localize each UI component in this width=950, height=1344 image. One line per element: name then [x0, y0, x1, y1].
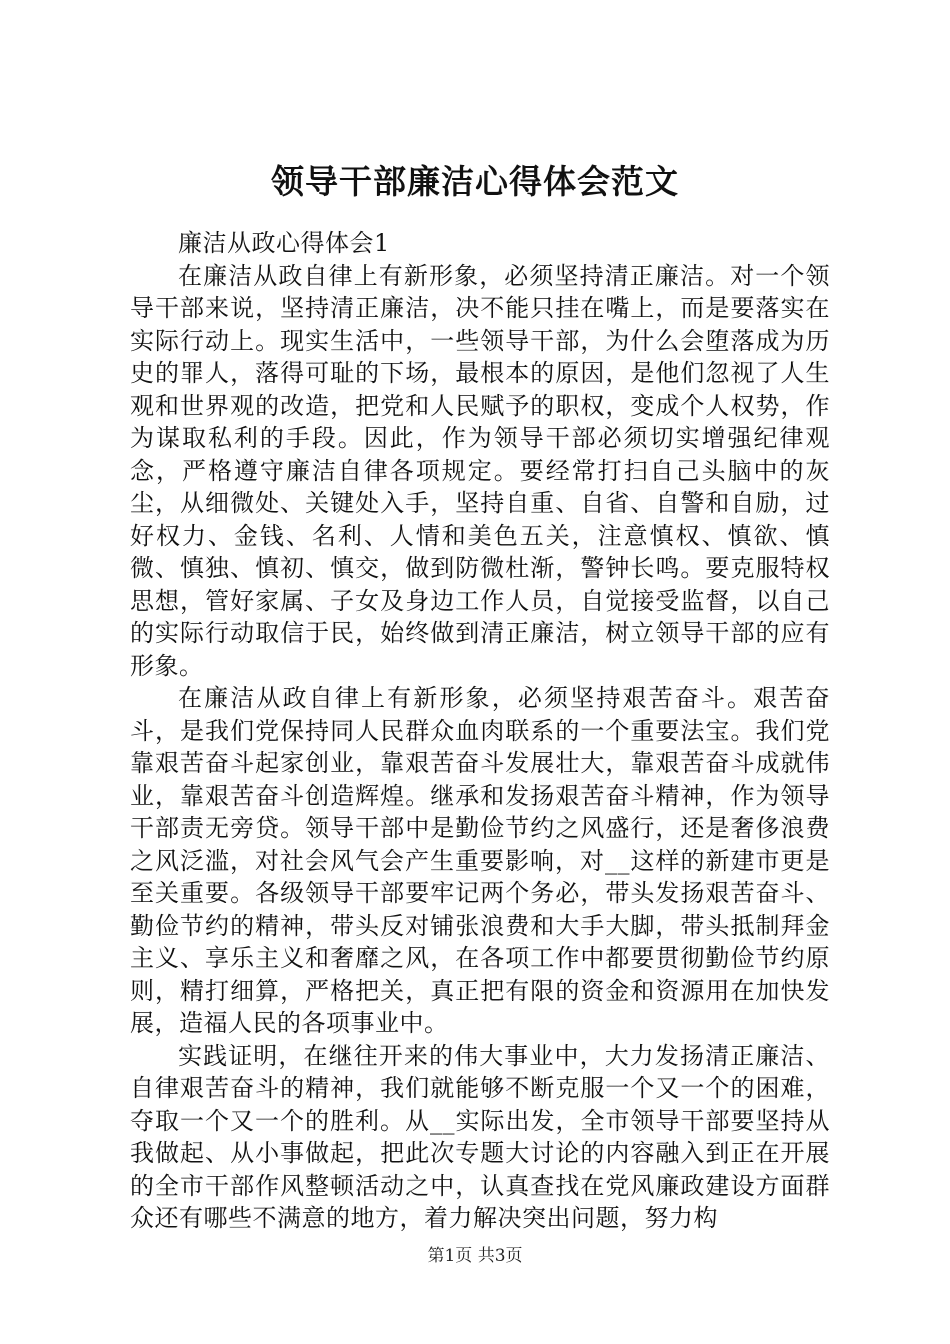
document-body — [130, 227, 830, 1235]
page-footer: 第1页 共3页 — [427, 1246, 523, 1266]
section-heading: 廉洁从政心得体会1 — [178, 229, 390, 257]
paragraph: 在廉洁从政自律上有新形象，必须坚持清正廉洁。对一个领导干部来说，坚持清正廉洁，决不能只挂在嘴上，而是要落实在实际行动上。现实生活中，一些领导干部，为什么会堕落成为历史的罪人，落得可耻的下场，最根本的原因，是他们忽视了人生观和世界观的改造，把党和人民赋予的职权，变成个人权势，作为谋取私利的手段。因此，作为领导干部必须切实增强纪律观念，严格遵守廉洁自律各项规定。要经常打扫自己头脑中的灰尘，从细微处、关键处入手，坚持自重、自省、自警和自励，过好权力、金钱、名利、人情和美色五关，注意慎权、慎欲、慎微、慎独、慎初、慎交，做到防微杜渐，警钟长鸣。要克服特权思想，管好家属、子女及身边工作人员，自觉接受监督，以自己的实际行动取信于民，始终做到清正廉洁，树立领导干部的应有形象。 — [130, 261, 830, 680]
paragraph: 实践证明，在继往开来的伟大事业中，大力发扬清正廉洁、自律艰苦奋斗的精神，我们就能够不断克服一个又一个的困难，夺取一个又一个的胜利。从__实际出发，全市领导干部要坚持从我做起、从小事做起，把此次专题大讨论的内容融入到正在开展的全市干部作风整顿活动之中，认真查找在党风廉政建设方面群众还有哪些不满意的地方，着力解决突出问题，努力构 — [130, 1041, 830, 1232]
paragraph: 在廉洁从政自律上有新形象，必须坚持艰苦奋斗。艰苦奋斗，是我们党保持同人民群众血肉联系的一个重要法宝。我们党靠艰苦奋斗起家创业，靠艰苦奋斗发展壮大，靠艰苦奋斗成就伟业，靠艰苦奋斗创造辉煌。继承和发扬艰苦奋斗精神，作为领导干部责无旁贷。领导干部中是勤俭节约之风盛行，还是奢侈浪费之风泛滥，对社会风气会产生重要影响，对__这样的新建市更是至关重要。各级领导干部要牢记两个务必，带头发扬艰苦奋斗、勤俭节约的精神，带头反对铺张浪费和大手大脚，带头抵制拜金主义、享乐主义和奢靡之风，在各项工作中都要贯彻勤俭节约原则，精打细算，严格把关，真正把有限的资金和资源用在加快发展，造福人民的各项事业中。 — [130, 684, 830, 1037]
document-title: 领导干部廉洁心得体会范文 — [271, 162, 679, 201]
